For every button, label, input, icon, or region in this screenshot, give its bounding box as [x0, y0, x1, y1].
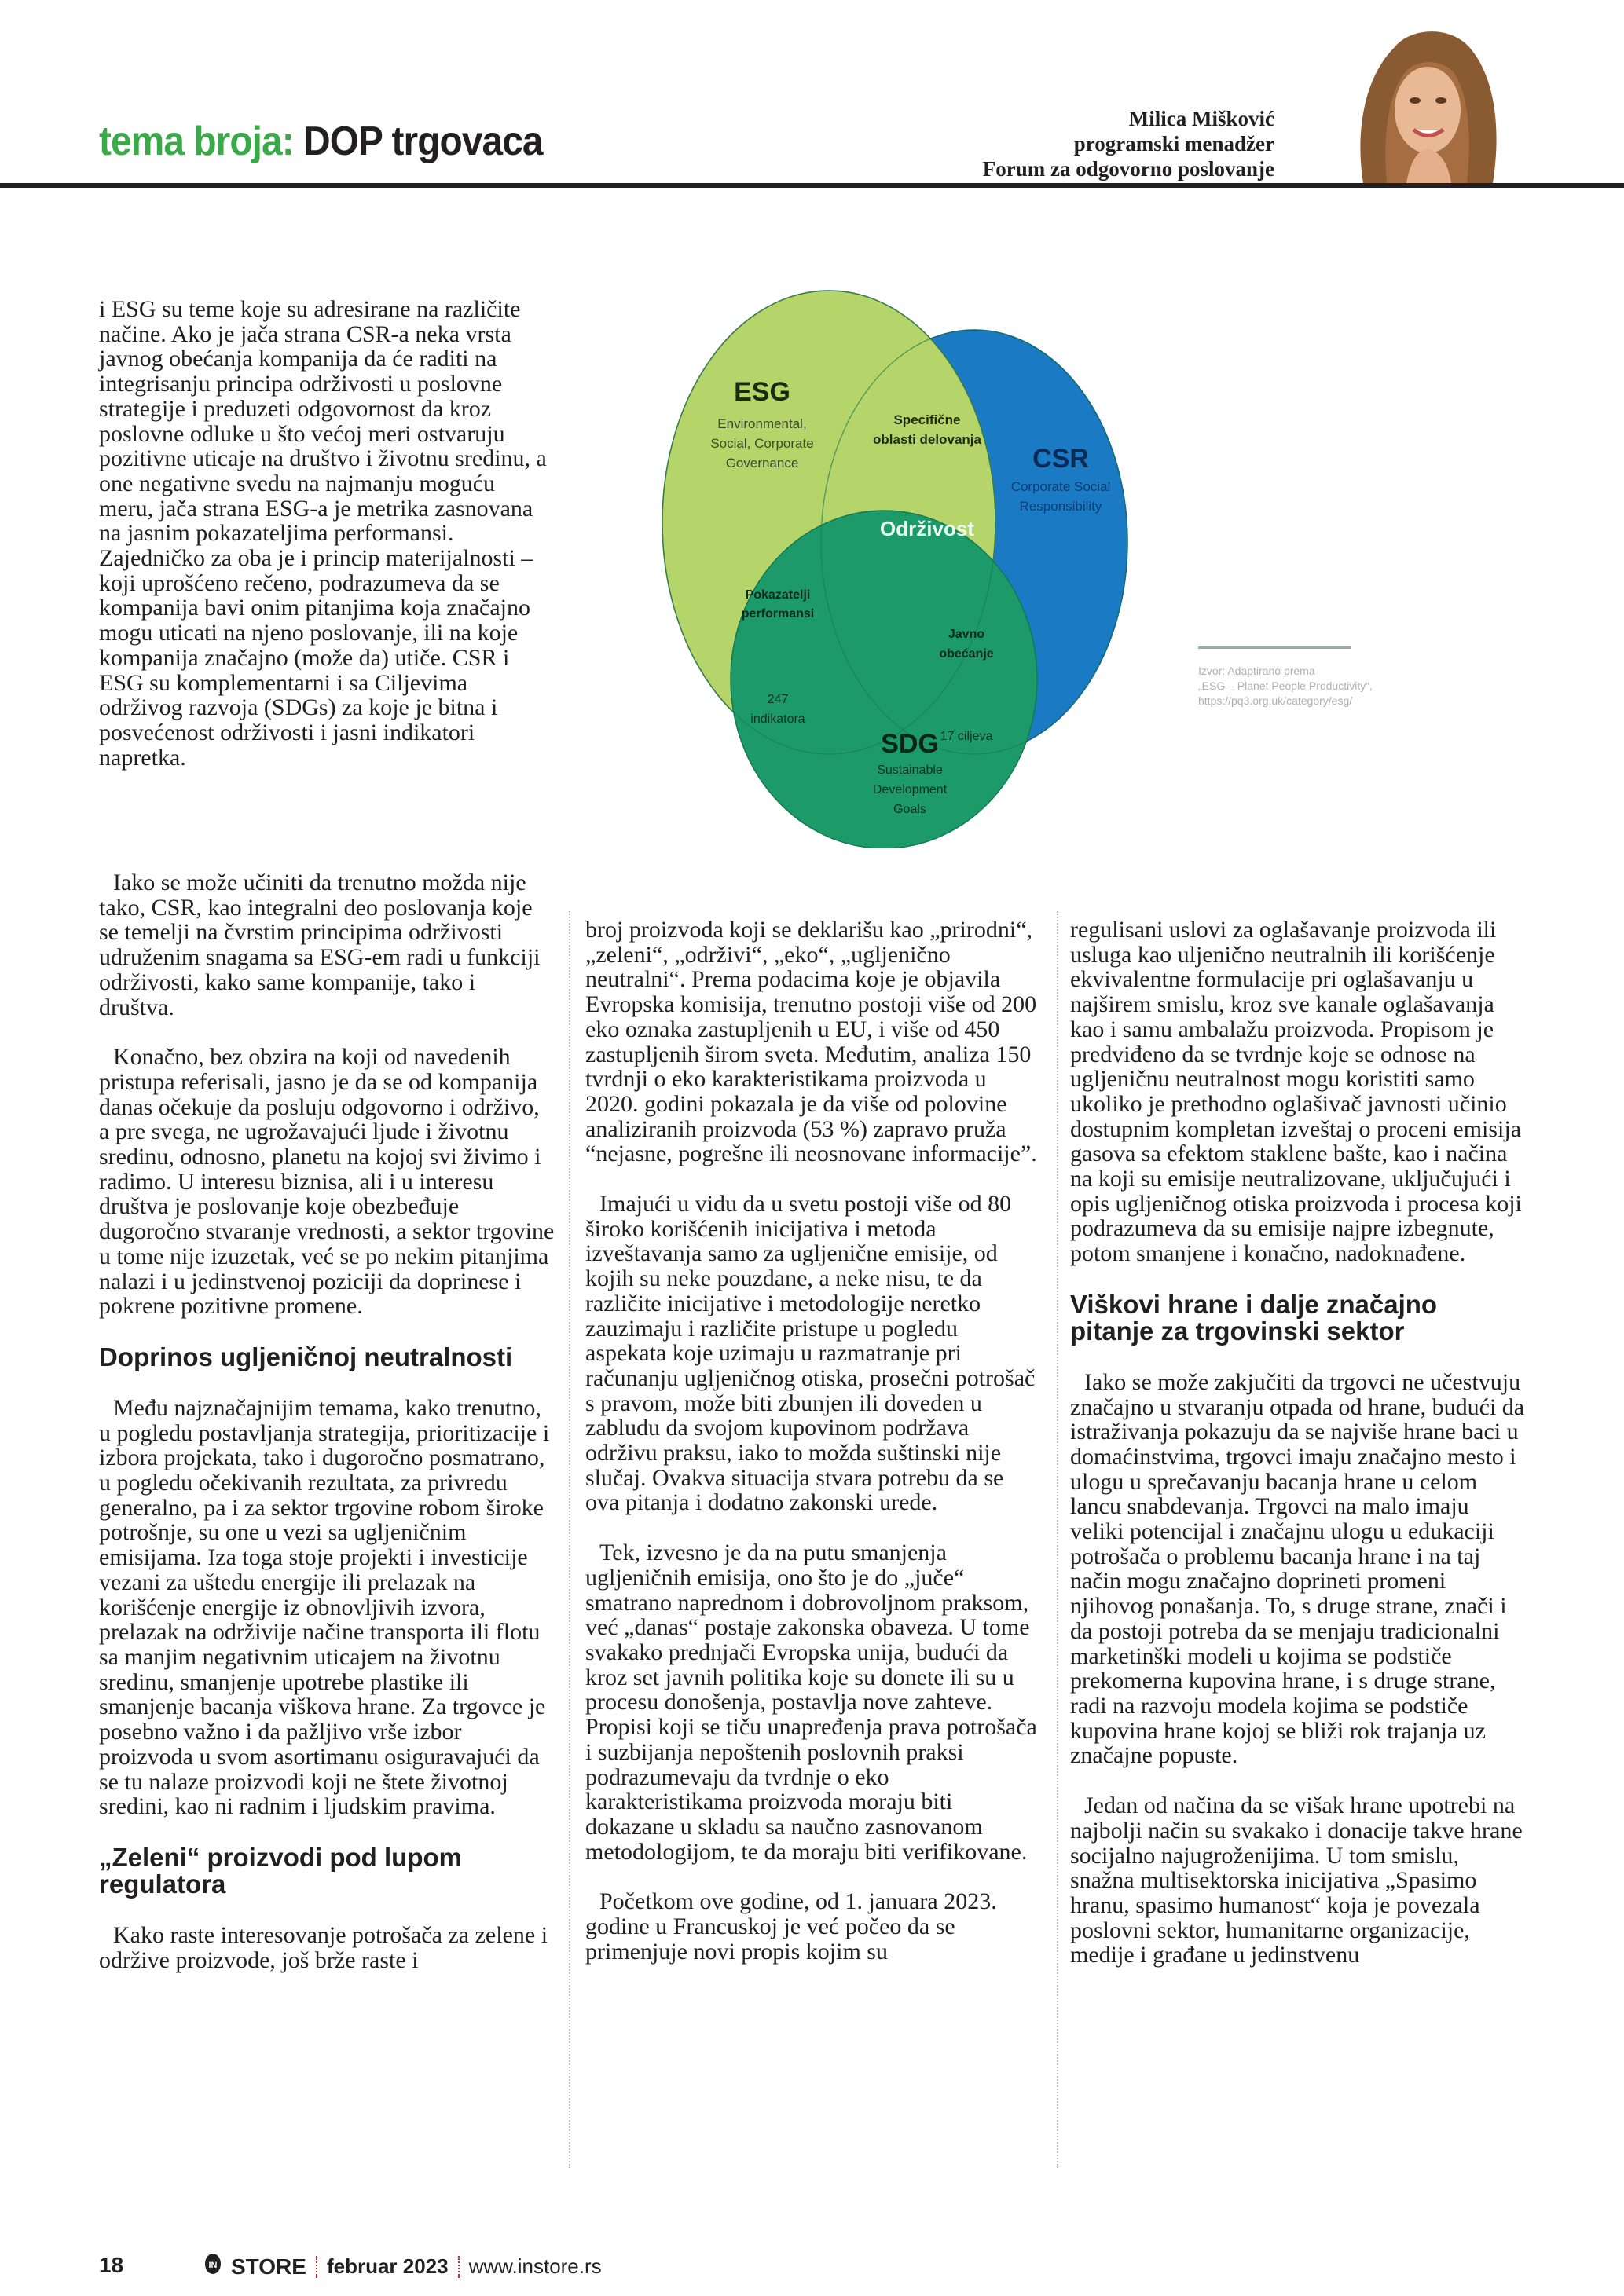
venn-diagram: [660, 283, 1446, 848]
column-1-top: [99, 297, 555, 795]
sdg-subtitle-1: Sustainable: [877, 764, 943, 777]
sdg-circle: [731, 511, 1037, 848]
sdg-title: SDG: [881, 729, 939, 759]
source-line-2: „ESG – Planet People Productivity“,: [1198, 679, 1373, 692]
paragraph: Među najznačajnijim temama, kako trenutno, u pogledu postavljanja strategija, prioritizacije i izbora projekata, tako i dugoročno posmatrano, u pogledu očekivanih rezultata, za privredu generalno, pa i za sektor trgovine robom široke potrošnje, su one u vezi sa ugljeničnim emisijama. Iza toga stoje projekti i investicije vezani za uštedu energije ili prelazak na korišćenje energije iz obnovljivih izvora, prelazak na održivije načine transporta ili flotu sa manjim negativnim uticajem na životnu sredinu, smanjenje upotrebe plastike ili smanjenje bacanja viškova hrane. Za trgovce je posebno važno i da pažljivo vrše izbor proizvoda u svom asortimanu osiguravajući da se tu nalaze proizvodi koji ne štete životnoj sredini, kao ni radnim i ljudskim pravima.: [99, 1394, 550, 1820]
esg-sdg-overlap-1: Pokazatelji: [745, 588, 811, 602]
source-line-3: https://pq3.org.uk/category/esg/: [1198, 694, 1353, 707]
column-divider: [569, 911, 570, 2168]
column-2: [585, 917, 1041, 1989]
esg-sdg-overlap-2: performansi: [741, 607, 815, 621]
paragraph: Početkom ove godine, od 1. januara 2023. godine u Francuskoj je već počeo da se primenjuje novi propis kojim su: [585, 1888, 997, 1965]
esg-csr-overlap-1: Specifične: [893, 412, 961, 427]
subheading-green-products: „Zeleni“ proizvodi pod lupom regulatora: [99, 1842, 462, 1899]
section-topic: DOP trgovaca: [303, 119, 543, 164]
paragraph: Imajući u vidu da u svetu postoji više od 80 široko korišćenih inicijativa i metoda izveštavanja samo za ugljenične emisije, od kojih su neke pouzdane, a neke nisu, te da različite inicijative i metodologije neretko zauzimaju i različite pristupe u pogledu aspekata koje uzimaju u razmatranje pri računanju ugljeničnog otiska, prosečni potrošač s pravom, može biti zbunjen ili doveden u zabludu da svojom kupovinom podržava održivu praksu, iako to možda suštinski nije slučaj. Ovakva situacija stvara potrebu da se ova pitanja i dodatno zakonski urede.: [585, 1191, 1036, 1516]
paragraph: regulisani uslovi za oglašavanje proizvoda ili usluga kao uljenično neutralnih ili korišćenje ekvivalentne formulacije pri oglašavanju u najširem smislu, kroz sve kanale oglašavanja kao i samu ambalažu proizvoda. Propisom je predviđeno da se tvrdnje koje se odnose na ugljeničnu neutralnost mogu koristiti samo ukoliko je prethodno oglašivač javnosti učinio dostupnim kompletan izveštaj o proceni emisija gasova sa efektom staklene bašte, kao i načina na koji su emisije neutralizovane, uključujući i opis ugljeničnog otiska proizvoda i procesa koji podrazumeva da su emisije najpre izbegnute, potom smanjene i konačno, nadoknađene.: [1070, 917, 1522, 1267]
esg-csr-overlap-2: oblasti delovanja: [873, 432, 981, 447]
esg-subtitle-2: Social, Corporate: [710, 436, 814, 451]
footer-separator: [316, 2256, 317, 2278]
website-link[interactable]: www.instore.rs: [468, 2254, 602, 2278]
csr-sdg-overlap-2: obećanje: [939, 647, 994, 661]
section-title: [99, 118, 543, 165]
esg-title: ESG: [734, 377, 790, 407]
sdg-indicators-count: 247: [767, 693, 789, 706]
source-line-1: Izvor: Adaptirano prema: [1198, 665, 1315, 677]
column-divider: [1057, 911, 1058, 2168]
instore-logo-icon: [204, 2253, 222, 2280]
sdg-subtitle-3: Goals: [893, 803, 926, 816]
author-organization: Forum za odgovorno poslovanje: [982, 157, 1274, 181]
csr-sdg-overlap-1: Javno: [948, 628, 985, 641]
subheading-food-waste: Viškovi hrane i dalje značajno pitanje za trgovinski sektor: [1070, 1289, 1438, 1346]
page-number: 18: [99, 2253, 124, 2277]
paragraph: Iako se može zakjučiti da trgovci ne učestvuju značajno u stvaranju otpada od hrane, budući da istraživanja pokazuju da se najviše hrane baci u domaćinstvima, trgovci imaju značajno mesto i ulogu u sprečavanju bacanja hrane u celom lancu snabdevanja. Trgovci na malo imaju veliki potencijal i značajnu ulogu u edukaciji potrošača o problemu bacanja hrane i na taj način mogu značajno doprineti promeni njihovog ponašanja. To, s druge strane, znači i da postoji potreba da se menjaju tradicionalni marketinški modeli u kojima se podstiče prekomerna kupovina hrane, i s druge strane, radi na razvoju modela kojima se podstiče kupovina hrane kojoj se bliži rok trajanja uz značajne popuste.: [1070, 1368, 1525, 1769]
author-role: programski menadžer: [1073, 132, 1274, 156]
paragraph: Tek, izvesno je da na putu smanjenja ugljeničnih emisija, ono što je do „juče“ smatrano naprednom i dobrovoljnom praksom, već „danas“ postaje zakonska obaveza. U tome svakako prednjači Evropska unija, budući da kroz set javnih politika koje su donete ili su u procesu donošenja, postavlja nove zahteve. Propisi koji se tiču unapređenja prava potrošača i suzbijanja nepoštenih poslovnih praksi podrazumevaju da tvrdnje o eko karakteristikama proizvoda moraju biti dokazane u skladu sa naučno zasnovanom metodologijom, te da moraju biti verifikovane.: [585, 1540, 1037, 1865]
paragraph: broj proizvoda koji se deklarišu kao „prirodni“, „zeleni“, „održivi“, „eko“, „ugljenično neutralni“. Prema podacima koje je objavila Evropska komisija, trenutno postoji više od 200 eko oznaka zastupljenih u EU, i više od 450 zastupljenih širom sveta. Međutim, analiza 150 tvrdnji o eko karakteristikama proizvoda u 2020. godini pokazala je da više od polovine analiziranih proizvoda (53 %) zapravo pruža “nejasne, pogrešne ili neosnovane informacije”.: [585, 917, 1037, 1167]
paragraph: Jedan od načina da se višak hrane upotrebi na najbolji način su svakako i donacije takve hrane socijalno najugroženijima. U tom smislu, snažna multisektorska inicijativa „Spasimo hranu, spasimo humanost“ koja je povezala poslovni sektor, humanitarne organizacije, medije i građane u jedinstvenu: [1070, 1792, 1523, 1968]
source-divider: [1198, 646, 1351, 649]
svg-text:IN: IN: [208, 2261, 218, 2270]
column-3: [1070, 917, 1526, 1993]
footer-separator: [458, 2256, 460, 2278]
paragraph: Iako se može učiniti da trenutno možda nije tako, CSR, kao integralni deo poslovanja koje se temelji na čvrstim principima održivosti udruženim snagama sa ESG-em radi u funkciji održivosti, kako same kompanije, tako i društva.: [99, 870, 541, 1020]
sdg-goals-count: 17 ciljeva: [940, 730, 993, 743]
publication-name: STORE: [231, 2254, 306, 2279]
csr-title: CSR: [1032, 444, 1089, 474]
center-label: Održivost: [880, 517, 974, 540]
publication-info: [204, 2253, 602, 2280]
paragraph: Konačno, bez obzira na koji od navedenih pristupa referisali, jasno je da se od kompanija danas očekuje da posluju odgovorno i održivo, a pre svega, ne ugrožavajući ljude i životnu sredinu, odnosno, planetu na kojoj svi živimo i radimo. U interesu biznisa, ali i u interesu društva je poslovanje koje obezbeđuje dugoročno stvaranje vrednosti, a sektor trgovine u tome nije izuzetak, već se po nekim pitanjima nalazi i u jedinstvenoj poziciji da doprinese i pokrene pozitivne promene.: [99, 1044, 555, 1320]
paragraph: i ESG su teme koje su adresirane na različite načine. Ako je jača strana CSR-a neka vrsta javnog obećanja kompanija da će raditi na integrisanju principa održivosti u poslovne strategije i preduzeti odgovornost da kroz poslovne odluke u što većoj meri ostvaruju pozitivne uticaje na društvo i životnu sredinu, a one negativne svedu na najmanju moguću meru, jača strana ESG-a je metrika zasnovana na jasnim pokazateljima performansi. Zajedničko za oba je i princip materijalnosti – koji uprošćeno rečeno, podrazumeva da se kompanija bavi onim pitanjima koja značajno mogu uticati na njeno poslovanje, ili na koje kompanija značajno (može da) utiče. CSR i ESG su komplementarni i sa Ciljevima održivog razvoja (SDGs) za koje je bitna i posvećenost održivosti i jasni indikatori napretka.: [99, 296, 547, 771]
esg-subtitle-1: Environmental,: [717, 416, 807, 431]
sdg-subtitle-2: Development: [872, 783, 948, 796]
author-name: Milica Mišković: [1128, 107, 1274, 130]
author-byline: [983, 106, 1274, 181]
diagram-source: [1198, 664, 1373, 709]
section-label: tema broja:: [99, 119, 294, 164]
csr-subtitle-1: Corporate Social: [1010, 479, 1111, 494]
paragraph: Kako raste interesovanje potrošača za zelene i održive proizvode, još brže raste i: [99, 1921, 548, 1973]
venn-svg: [660, 283, 1446, 848]
column-1: [99, 870, 555, 1998]
csr-subtitle-2: Responsibility: [1019, 499, 1102, 514]
sdg-indicators-label: indikatora: [750, 712, 805, 726]
subheading-carbon-neutrality: Doprinos ugljeničnoj neutralnosti: [99, 1342, 513, 1371]
issue-date: februar 2023: [326, 2254, 449, 2278]
page-header: [0, 0, 1624, 189]
author-photo: [1332, 16, 1520, 183]
header-divider: [0, 183, 1624, 188]
esg-subtitle-3: Governance: [725, 456, 799, 471]
author-portrait-icon: [1332, 16, 1520, 183]
